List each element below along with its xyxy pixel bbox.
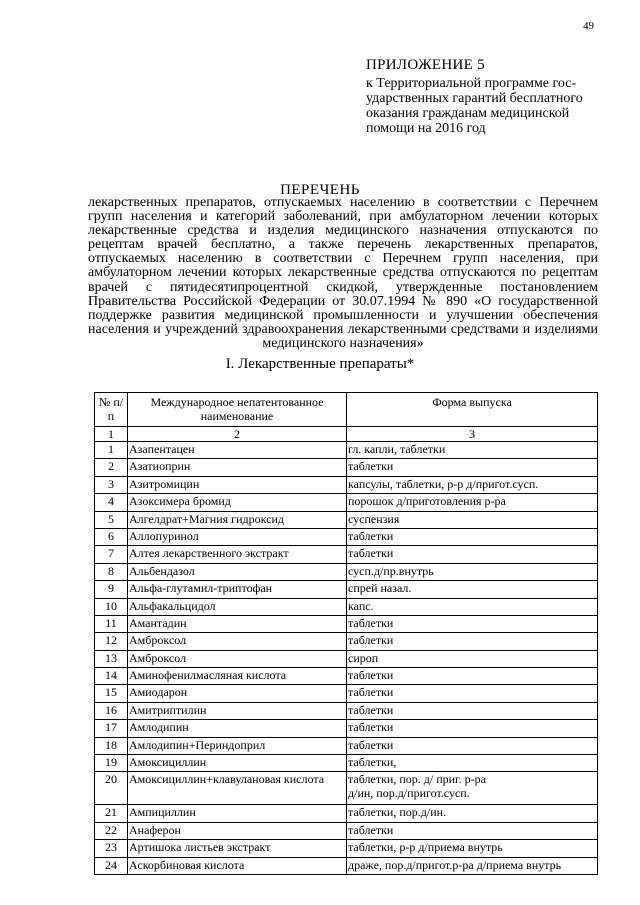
- drug-name: Амлодипин+Периндоприл: [128, 737, 347, 754]
- table-row: [95, 702, 598, 719]
- list-description: лекарственных препаратов, отпускаемых населению в соответствии с Перечнем групп населения и категорий заболеваний, при амбулаторном лечении которых лекарственные средства и изделия медицинского назначения отпускаются по рецептам врачей бесплатно, а также перечень лекарственных препаратов, отпускаемых населению в соответствии с Перечнем групп населения, при амбулаторном лечении которых лекарственные средства отпускаются по рецептам врачей с пятидесятипроцентной скидкой, утвержденные постановлением Правительства Российской Федерации от 30.07.1994 № 890 «О государственной поддержке развития медицинской промышленности и улучшении обеспечения населения и учреждений здравоохранения лекарственными средствами и изделиями медицинского назначения»: [88, 195, 598, 351]
- release-form: таблетки: [347, 546, 598, 563]
- table-row: [95, 755, 598, 772]
- drug-name: Альфакальцидол: [128, 598, 347, 615]
- table-row: [95, 459, 598, 476]
- table-row: [95, 494, 598, 511]
- appendix-title: ПРИЛОЖЕНИЕ 5: [366, 57, 485, 73]
- row-number: 19: [95, 755, 128, 772]
- row-number: 9: [95, 581, 128, 598]
- column-number: 2: [128, 427, 347, 442]
- column-number: 3: [347, 427, 598, 442]
- drug-table: [94, 392, 598, 875]
- row-number: 17: [95, 720, 128, 737]
- table-row: [95, 581, 598, 598]
- list-title: ПЕРЕЧЕНЬ: [280, 182, 360, 198]
- table-row: [95, 772, 598, 805]
- row-number: 3: [95, 476, 128, 493]
- header-form: Форма выпуска: [347, 393, 598, 427]
- release-form: спрей назал.: [347, 581, 598, 598]
- row-number: 16: [95, 702, 128, 719]
- drug-name: Анаферон: [128, 822, 347, 839]
- table-row: [95, 598, 598, 615]
- drug-name: Альбендазол: [128, 563, 347, 580]
- row-number: 15: [95, 685, 128, 702]
- row-number: 14: [95, 668, 128, 685]
- release-form: таблетки: [347, 668, 598, 685]
- drug-name: Амброксол: [128, 650, 347, 667]
- appendix-line: к Территориальной программе гос-: [366, 76, 577, 91]
- table-row: [95, 563, 598, 580]
- table-row: [95, 805, 598, 822]
- column-number: 1: [95, 427, 128, 442]
- drug-name: Азатиоприн: [128, 459, 347, 476]
- drug-name: Ампициллин: [128, 805, 347, 822]
- drug-name: Азитромицин: [128, 476, 347, 493]
- release-form: капс.: [347, 598, 598, 615]
- release-form: таблетки: [347, 459, 598, 476]
- release-form: суспензия: [347, 511, 598, 528]
- row-number: 18: [95, 737, 128, 754]
- drug-name: Амоксициллин: [128, 755, 347, 772]
- release-form: [347, 772, 598, 805]
- release-form: таблетки: [347, 633, 598, 650]
- drug-name: Азоксимера бромид: [128, 494, 347, 511]
- release-form: таблетки: [347, 720, 598, 737]
- row-number: 1: [95, 442, 128, 459]
- table-row: [95, 442, 598, 459]
- table-row: [95, 546, 598, 563]
- release-form: драже, пор.д/пригот.р-ра д/приема внутрь: [347, 857, 598, 874]
- drug-name: Аллопуринол: [128, 528, 347, 545]
- header-name: Международное непатентованное наименование: [128, 393, 347, 427]
- release-form: таблетки: [347, 737, 598, 754]
- table-row: [95, 511, 598, 528]
- drug-name: Альфа-глутамил-триптофан: [128, 581, 347, 598]
- section-title: I. Лекарственные препараты*: [225, 356, 415, 372]
- drug-name: Амантадин: [128, 615, 347, 632]
- appendix-block: [366, 58, 606, 136]
- table-row: [95, 528, 598, 545]
- release-form: сусп.д/пр.внутрь: [347, 563, 598, 580]
- table-row: [95, 615, 598, 632]
- row-number: 6: [95, 528, 128, 545]
- table-row: [95, 720, 598, 737]
- release-form: сироп: [347, 650, 598, 667]
- release-form-line: таблетки, пор. д/ приг. р-ра: [348, 772, 486, 787]
- table-row: [95, 633, 598, 650]
- table-row: [95, 737, 598, 754]
- row-number: 5: [95, 511, 128, 528]
- drug-name: Аминофенилмасляная кислота: [128, 668, 347, 685]
- release-form: таблетки, пор.д/ин.: [347, 805, 598, 822]
- drug-name: Алгелдрат+Магния гидроксид: [128, 511, 347, 528]
- drug-name: Амброксол: [128, 633, 347, 650]
- release-form-line: д/ин, пор.д/пригот.сусп.: [348, 786, 470, 801]
- drug-name: Амиодарон: [128, 685, 347, 702]
- drug-name: Амитриптилин: [128, 702, 347, 719]
- table-row: [95, 668, 598, 685]
- release-form: таблетки: [347, 615, 598, 632]
- table-row: [95, 685, 598, 702]
- row-number: 4: [95, 494, 128, 511]
- table-row: [95, 476, 598, 493]
- table-row: [95, 822, 598, 839]
- drug-name: Алтея лекарственного экстракт: [128, 546, 347, 563]
- row-number: 23: [95, 840, 128, 857]
- release-form: порошок д/приготовления р-ра: [347, 494, 598, 511]
- drug-name: Артишока листьев экстракт: [128, 840, 347, 857]
- row-number: 12: [95, 633, 128, 650]
- table-row: [95, 857, 598, 874]
- drug-name: Амоксициллин+клавулановая кислота: [128, 772, 347, 805]
- drug-name: Аскорбиновая кислота: [128, 857, 347, 874]
- row-number: 10: [95, 598, 128, 615]
- row-number: 22: [95, 822, 128, 839]
- table-body: [95, 442, 598, 875]
- row-number: 11: [95, 615, 128, 632]
- drug-name: Азапентацен: [128, 442, 347, 459]
- release-form: таблетки: [347, 528, 598, 545]
- release-form: таблетки,: [347, 755, 598, 772]
- page-number: 49: [583, 20, 594, 32]
- release-form: капсулы, таблетки, р-р д/пригот.сусп.: [347, 476, 598, 493]
- table-row: [95, 840, 598, 857]
- release-form: гл. капли, таблетки: [347, 442, 598, 459]
- appendix-line: помощи на 2016 год: [366, 121, 486, 136]
- appendix-line: оказания гражданам медицинской: [366, 106, 570, 121]
- row-number: 13: [95, 650, 128, 667]
- row-number: 7: [95, 546, 128, 563]
- release-form: таблетки: [347, 702, 598, 719]
- row-number: 2: [95, 459, 128, 476]
- drug-name: Амлодипин: [128, 720, 347, 737]
- row-number: 8: [95, 563, 128, 580]
- row-number: 21: [95, 805, 128, 822]
- row-number: 20: [95, 772, 128, 805]
- release-form: таблетки, р-р д/приема внутрь: [347, 840, 598, 857]
- header-number: № п/п: [95, 393, 128, 427]
- appendix-line: ударственных гарантий бесплатного: [366, 91, 583, 106]
- table-row: [95, 650, 598, 667]
- row-number: 24: [95, 857, 128, 874]
- release-form: таблетки: [347, 685, 598, 702]
- release-form: таблетки: [347, 822, 598, 839]
